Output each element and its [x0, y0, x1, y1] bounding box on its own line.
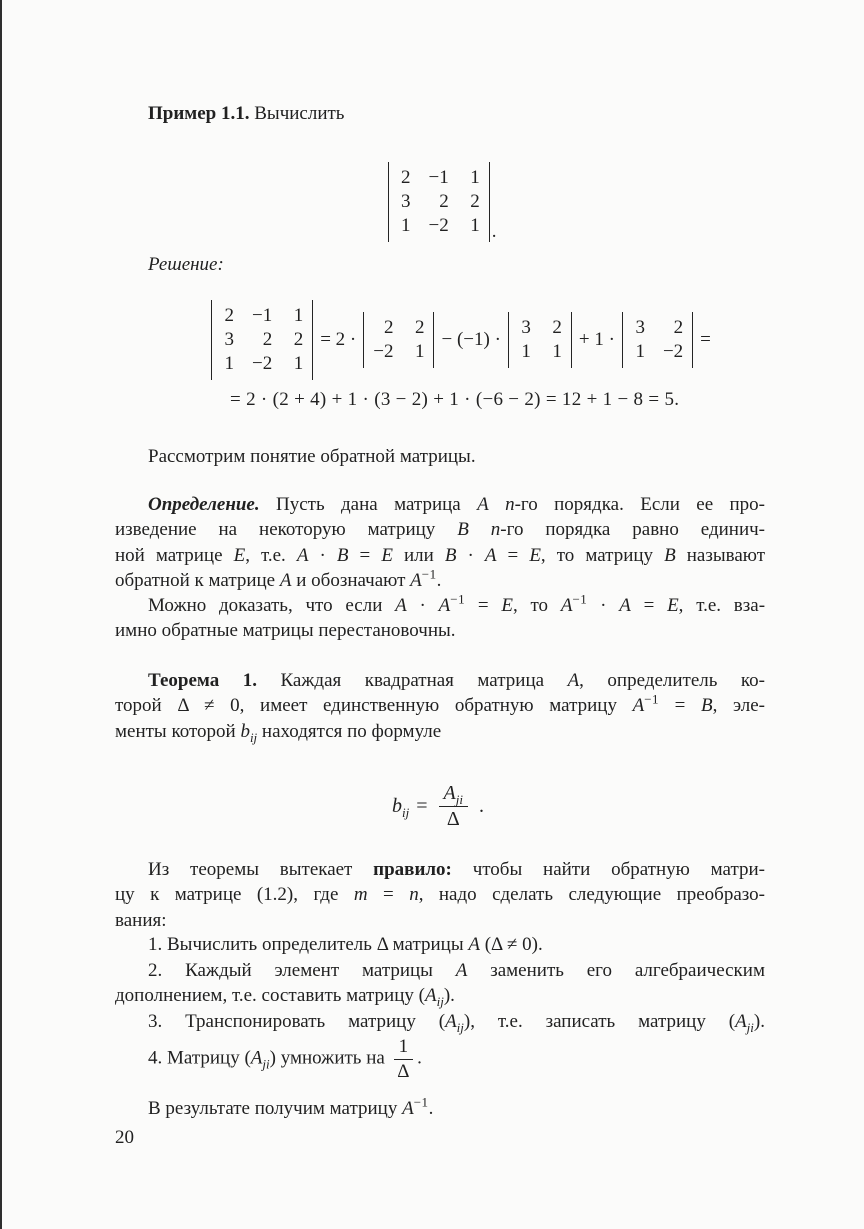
text-segment: A [619, 595, 631, 616]
text-segment: В результате получим матрицу [148, 1098, 403, 1119]
det-cell: 2 [293, 329, 304, 350]
text-segment: = [496, 544, 530, 566]
text-segment: цу к матрице (1.2), где [115, 884, 354, 906]
det-cell: 1 [414, 341, 425, 362]
text-segment: Можно доказать, что если [148, 595, 396, 616]
text-segment: -го порядка равно единич- [500, 519, 766, 541]
text-segment: E [667, 595, 679, 616]
text-segment: Пример 1.1. [148, 103, 250, 124]
text-segment: A [735, 1011, 747, 1032]
formula-fraction [439, 782, 468, 831]
det-cell: 2 [414, 317, 425, 338]
det-cell: 2 [224, 305, 234, 326]
det-cell: 2 [673, 317, 684, 338]
text-segment: торой Δ ≠ 0, имеет единственную обратную матрицу [115, 695, 633, 717]
intro-paragraph [115, 444, 765, 469]
text-segment: E [233, 544, 246, 566]
formula-numerator [439, 782, 468, 807]
text-segment: A [250, 1047, 263, 1069]
fraction-denominator: Δ [397, 1060, 410, 1082]
text-segment: = [465, 595, 502, 616]
text-segment: 3. Транспонировать матрицу ( [148, 1011, 446, 1032]
text-line [115, 492, 765, 517]
text-segment: , то [512, 595, 561, 616]
text-segment: A [477, 494, 489, 515]
text-segment: · [587, 595, 620, 616]
text-segment: . [428, 1098, 434, 1119]
text-segment: B [444, 544, 457, 566]
text-line [115, 543, 765, 568]
det-cell: −1 [252, 305, 273, 326]
text-segment: A [567, 670, 580, 691]
text-segment: и обозначают [291, 570, 411, 592]
rule-paragraph [115, 857, 765, 933]
text-segment: · [456, 544, 485, 566]
text-segment: A [484, 544, 497, 566]
text-segment: A [560, 595, 573, 616]
text-segment: B [664, 544, 676, 566]
rule-step-2 [115, 958, 765, 1009]
det-cell: −2 [662, 341, 684, 362]
text-segment: Теорема 1. [148, 670, 257, 691]
det-cell: 2 [383, 317, 394, 338]
text-segment: ij [436, 994, 444, 1010]
text-line [115, 252, 765, 277]
text-segment: , надо сделать следующие преобразо- [418, 884, 766, 906]
text-segment: m [353, 884, 368, 906]
text-segment: , определитель ко- [579, 670, 765, 691]
text-segment: · [308, 544, 337, 566]
formula-numerator-base: A [443, 782, 456, 804]
page-number: 20 [115, 1127, 134, 1148]
formula-denominator: Δ [446, 808, 460, 830]
det-cell: −1 [428, 167, 449, 188]
text-segment: Каждая квадратная матрица [256, 670, 568, 691]
text-segment: A [438, 595, 451, 616]
text-segment: Рассмотрим понятие обратной матрицы. [148, 446, 476, 467]
text-segment: ) умножить на [269, 1047, 390, 1069]
det-cell: 2 [401, 167, 411, 188]
det-cell: −2 [373, 341, 394, 362]
expansion-result-line: = 2 · (2 + 4) + 1 · (3 − 2) + 1 · (−6 − 2) = 12 + 1 − 8 = 5. [230, 389, 680, 410]
text-segment: чтобы найти обратную матри- [451, 859, 765, 880]
text-segment: , то матрицу [540, 544, 665, 566]
expansion-minor-1 [363, 312, 434, 368]
text-segment: ji [746, 1019, 754, 1035]
text-segment: = [367, 884, 410, 906]
text-line [115, 101, 765, 126]
formula-equals: = [416, 795, 428, 817]
text-line [115, 719, 765, 744]
text-segment: заменить его алгебраическим [467, 960, 765, 981]
text-segment: E [501, 595, 513, 616]
text-segment: менты которой [115, 720, 241, 742]
result-line [115, 1096, 765, 1121]
text-segment: A [402, 1098, 414, 1119]
text-segment: изведение на некоторую матрицу [115, 519, 458, 541]
text-segment: вания: [115, 909, 167, 931]
text-segment: 1. Вычислить определитель Δ матрицы [148, 934, 469, 955]
text-segment: дополнением, т.е. составить матрицу ( [115, 985, 425, 1007]
formula-period: . [478, 795, 484, 817]
text-line [115, 1036, 765, 1083]
text-line [115, 932, 765, 957]
scan-edge-shadow [0, 0, 2, 1229]
text-line [115, 444, 765, 469]
text-segment: 4. Матрицу ( [148, 1047, 251, 1069]
text-segment: ), т.е. записать матрицу ( [463, 1011, 736, 1032]
determinant-display [10, 162, 864, 242]
definition-paragraph [115, 492, 765, 594]
det-cell: −2 [252, 353, 273, 374]
text-segment: A [296, 544, 309, 566]
text-segment: A [632, 695, 645, 717]
text-segment: −1 [644, 692, 660, 708]
det-cell: 1 [470, 215, 480, 236]
text-segment [469, 519, 491, 540]
text-segment: Пусть дана матрица [259, 494, 478, 515]
text-segment: −1 [450, 591, 466, 607]
text-line [115, 1009, 765, 1034]
text-line [115, 1096, 765, 1121]
rule-step-4 [115, 1036, 765, 1083]
text-segment: , т.е. вза- [678, 595, 766, 616]
text-segment: b [240, 720, 250, 742]
text-segment: ij [249, 729, 258, 745]
det-cell: 3 [521, 317, 531, 338]
text-segment: = [659, 695, 701, 717]
det-cell: 2 [262, 329, 273, 350]
det-cell: −2 [428, 215, 449, 236]
text-segment: ). [753, 1011, 765, 1032]
text-segment: A [445, 1011, 457, 1032]
text-segment: A [279, 570, 292, 592]
text-segment: −1 [421, 566, 437, 582]
text-segment [489, 494, 505, 515]
text-segment: . [436, 570, 442, 592]
det-cell: 1 [401, 215, 411, 236]
expansion-op-3: + 1 · [578, 329, 615, 350]
text-segment: , т.е. [245, 544, 297, 566]
expansion-minor-2 [508, 312, 572, 368]
text-line [115, 908, 765, 933]
expansion-lhs-matrix [211, 300, 313, 380]
formula-lhs [392, 795, 409, 818]
text-segment: B [336, 544, 349, 566]
text-line [115, 568, 765, 593]
text-segment: Решение: [148, 254, 224, 275]
inline-fraction [394, 1036, 414, 1083]
rule-step-1 [115, 932, 765, 957]
expansion-op-4: = [700, 329, 711, 350]
det-cell: 3 [635, 317, 645, 338]
rule-step-3 [115, 1009, 765, 1034]
text-segment: n [505, 494, 515, 515]
text-segment: , эле- [712, 695, 766, 717]
det-cell: 1 [470, 167, 480, 188]
text-line [115, 668, 765, 693]
text-line [115, 618, 765, 643]
formula-numerator-subscript: ji [455, 792, 463, 807]
formula-lhs-subscript: ij [402, 805, 410, 820]
text-line [115, 882, 765, 907]
text-segment: Вычислить [249, 103, 345, 124]
determinant-expansion [211, 300, 711, 380]
text-line [115, 958, 765, 983]
text-segment: ной матрице [115, 544, 234, 566]
text-segment: · [406, 595, 439, 616]
text-line [115, 517, 765, 542]
text-segment: A [455, 960, 468, 981]
det-cell: 1 [293, 305, 304, 326]
det-cell: 1 [293, 353, 304, 374]
text-line [115, 857, 765, 882]
det-cell: 1 [521, 341, 531, 362]
text-segment: (Δ ≠ 0). [479, 934, 543, 955]
text-segment: ). [443, 985, 455, 1007]
text-segment: n [409, 884, 419, 906]
text-line [115, 593, 765, 618]
expansion-minor-3 [622, 312, 693, 368]
determinant-matrix [388, 162, 490, 242]
text-segment: A [410, 570, 422, 592]
det-cell: 2 [439, 191, 449, 212]
det-cell: 2 [552, 317, 562, 338]
example-heading [115, 101, 765, 126]
commutativity-paragraph [115, 593, 765, 644]
text-segment: . [417, 1047, 422, 1069]
det-cell: 1 [224, 353, 234, 374]
text-segment: B [700, 695, 713, 717]
text-segment: ji [262, 1056, 270, 1072]
text-segment: A [468, 934, 480, 955]
text-segment: = [630, 595, 668, 616]
det-cell: 1 [635, 341, 645, 362]
text-segment: B [457, 519, 469, 541]
text-segment: n [490, 519, 501, 541]
fraction-numerator: 1 [394, 1036, 414, 1060]
text-line [115, 693, 765, 718]
text-segment: имно обратные матрицы перестановочны. [115, 620, 456, 642]
text-segment: A [395, 595, 407, 616]
text-segment: Из теоремы вытекает [148, 859, 374, 880]
text-segment: -го порядка. Если ее про- [514, 494, 766, 515]
formula-lhs-base: b [392, 795, 403, 817]
text-segment: −1 [572, 591, 588, 607]
text-segment: обратной к матрице [115, 570, 280, 592]
text-segment: или [392, 544, 445, 566]
det-cell: 3 [401, 191, 411, 212]
solution-label [115, 252, 765, 277]
text-segment: 2. Каждый элемент матрицы [148, 960, 456, 981]
det-cell: 2 [470, 191, 480, 212]
text-segment: ij [456, 1019, 464, 1035]
text-segment: называют [675, 544, 766, 566]
text-segment: = [348, 544, 382, 566]
expansion-op-2: − (−1) · [441, 329, 501, 350]
inverse-element-formula [6, 782, 864, 831]
expansion-op-1: = 2 · [320, 329, 357, 350]
text-segment: A [424, 985, 437, 1007]
text-segment: Определение. [148, 494, 260, 515]
text-segment: E [529, 544, 541, 566]
theorem-paragraph [115, 668, 765, 744]
det-cell: 1 [552, 341, 562, 362]
text-segment: −1 [413, 1094, 429, 1110]
text-line [115, 983, 765, 1008]
text-segment: правило: [373, 859, 452, 880]
determinant-period: . [491, 221, 497, 242]
det-cell: 3 [224, 329, 234, 350]
text-segment: находятся по формуле [257, 720, 442, 742]
text-segment: E [381, 544, 393, 566]
